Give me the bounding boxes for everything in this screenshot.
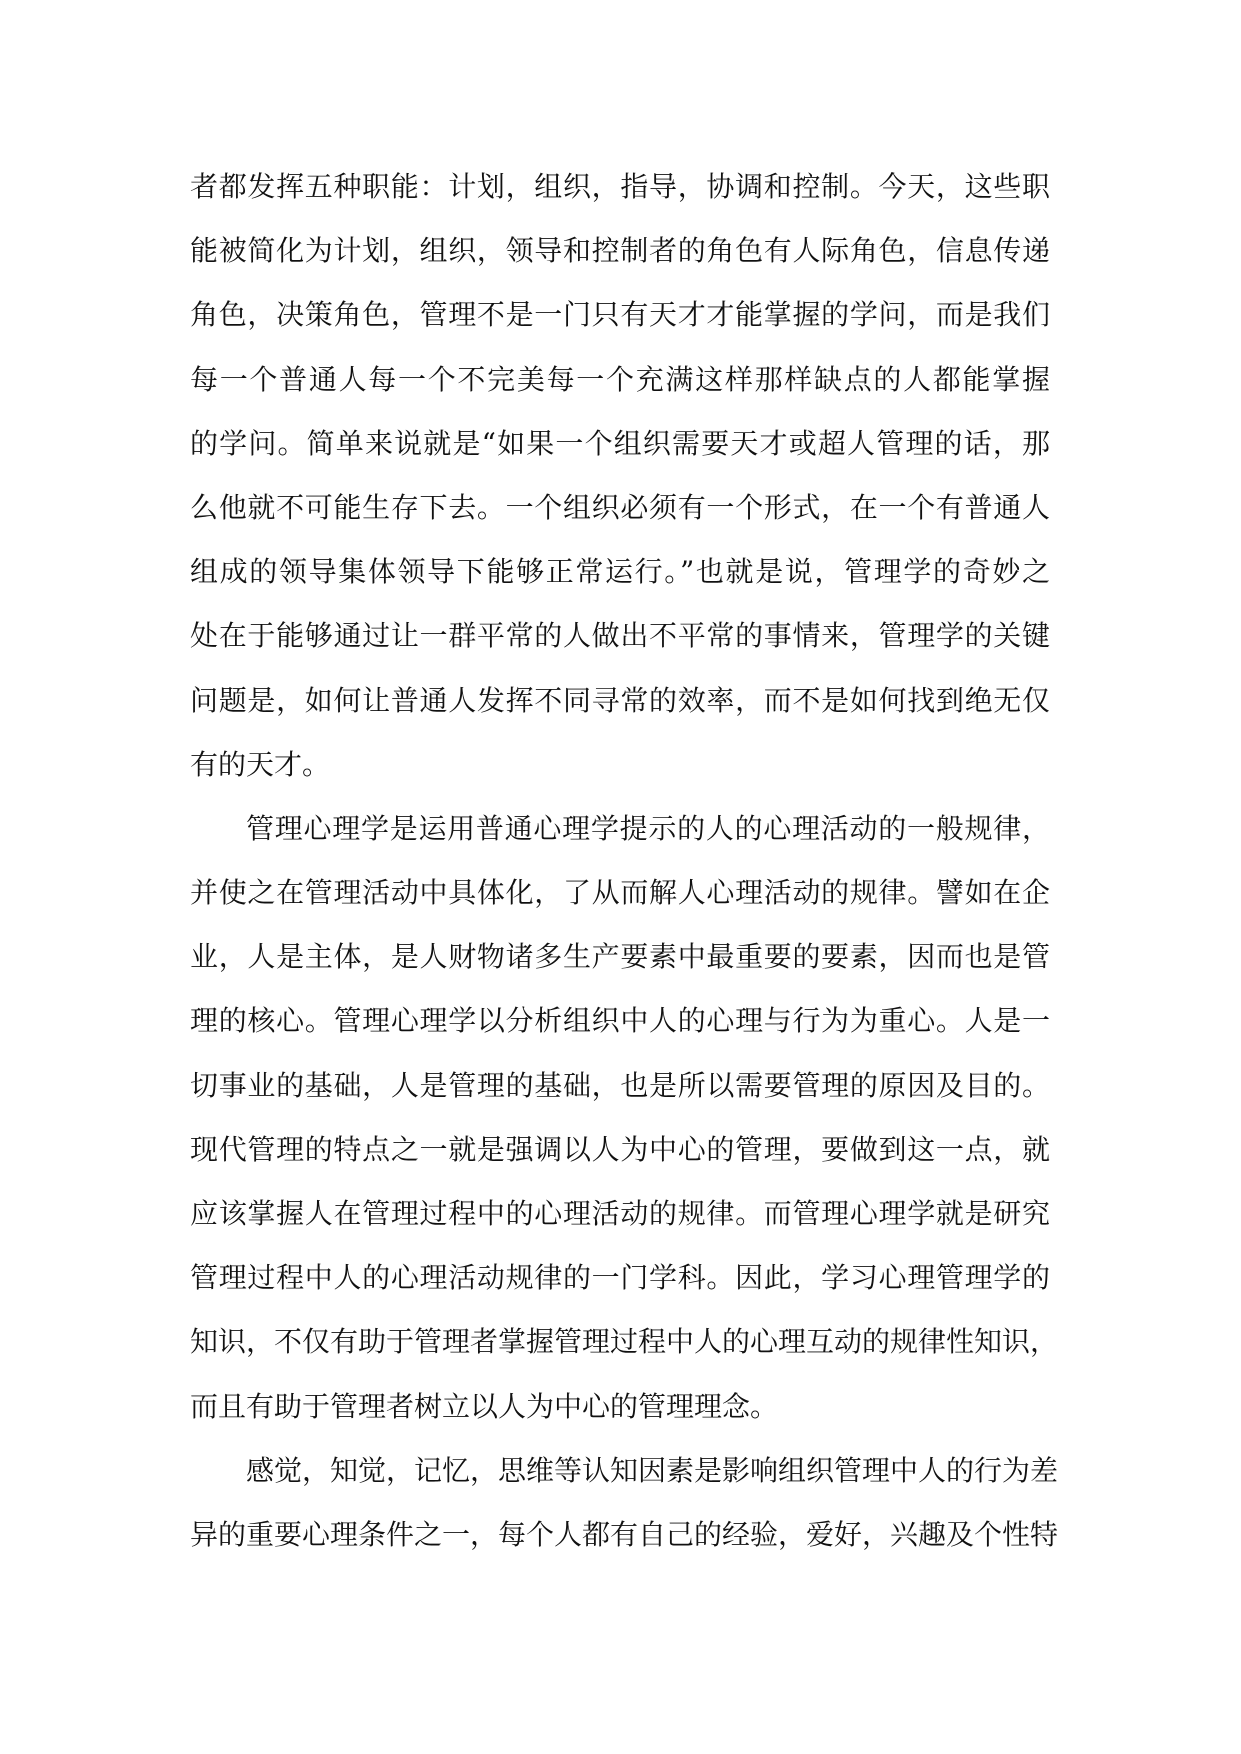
text-line: 切事业的基础，人是管理的基础，也是所以需要管理的原因及目的。 bbox=[190, 1068, 1050, 1102]
text-line: 么他就不可能生存下去。一个组织必须有一个形式，在一个有普通人 bbox=[190, 490, 1050, 524]
text-line: 处在于能够通过让一群平常的人做出不平常的事情来，管理学的关键 bbox=[190, 619, 1050, 653]
text-line-paragraph-end: 而且有助于管理者树立以人为中心的管理理念。 bbox=[190, 1389, 779, 1423]
text-line: 知识，不仅有助于管理者掌握管理过程中人的心理互动的规律性知识， bbox=[190, 1325, 1059, 1359]
body-text bbox=[190, 155, 1059, 1567]
text-line: 理的核心。管理心理学以分析组织中人的心理与行为为重心。人是一 bbox=[190, 1004, 1050, 1038]
text-line-paragraph-end: 有的天才。 bbox=[190, 747, 331, 781]
text-line: 并使之在管理活动中具体化，了从而解人心理活动的规律。譬如在企 bbox=[190, 876, 1050, 910]
text-line: 角色，决策角色，管理不是一门只有天才才能掌握的学问，而是我们 bbox=[190, 298, 1050, 332]
text-line: 每一个普通人每一个不完美每一个充满这样那样缺点的人都能掌握 bbox=[190, 362, 1050, 396]
text-line: 管理过程中人的心理活动规律的一门学科。因此，学习心理管理学的 bbox=[190, 1261, 1050, 1295]
text-line: 组成的领导集体领导下能够正常运行。”也就是说，管理学的奇妙之 bbox=[190, 555, 1050, 589]
text-line: 的学问。简单来说就是“如果一个组织需要天才或超人管理的话，那 bbox=[190, 426, 1050, 460]
text-line: 业，人是主体，是人财物诸多生产要素中最重要的要素，因而也是管 bbox=[190, 940, 1050, 974]
text-line: 者都发挥五种职能：计划，组织，指导，协调和控制。今天，这些职 bbox=[190, 170, 1050, 203]
text-line: 应该掌握人在管理过程中的心理活动的规律。而管理心理学就是研究 bbox=[190, 1197, 1050, 1230]
text-line: 现代管理的特点之一就是强调以人为中心的管理，要做到这一点，就 bbox=[190, 1132, 1050, 1166]
text-line: 问题是，如何让普通人发挥不同寻常的效率，而不是如何找到绝无仅 bbox=[190, 683, 1050, 717]
text-line: 异的重要心理条件之一，每个人都有自己的经验，爱好，兴趣及个性特 bbox=[190, 1517, 1059, 1551]
text-line-paragraph-start: 管理心理学是运用普通心理学提示的人的心理活动的一般规律， bbox=[246, 811, 1050, 845]
text-line: 能被简化为计划，组织，领导和控制者的角色有人际角色，信息传递 bbox=[190, 234, 1050, 268]
text-line-paragraph-start: 感觉，知觉，记忆，思维等认知因素是影响组织管理中人的行为差 bbox=[246, 1453, 1059, 1487]
